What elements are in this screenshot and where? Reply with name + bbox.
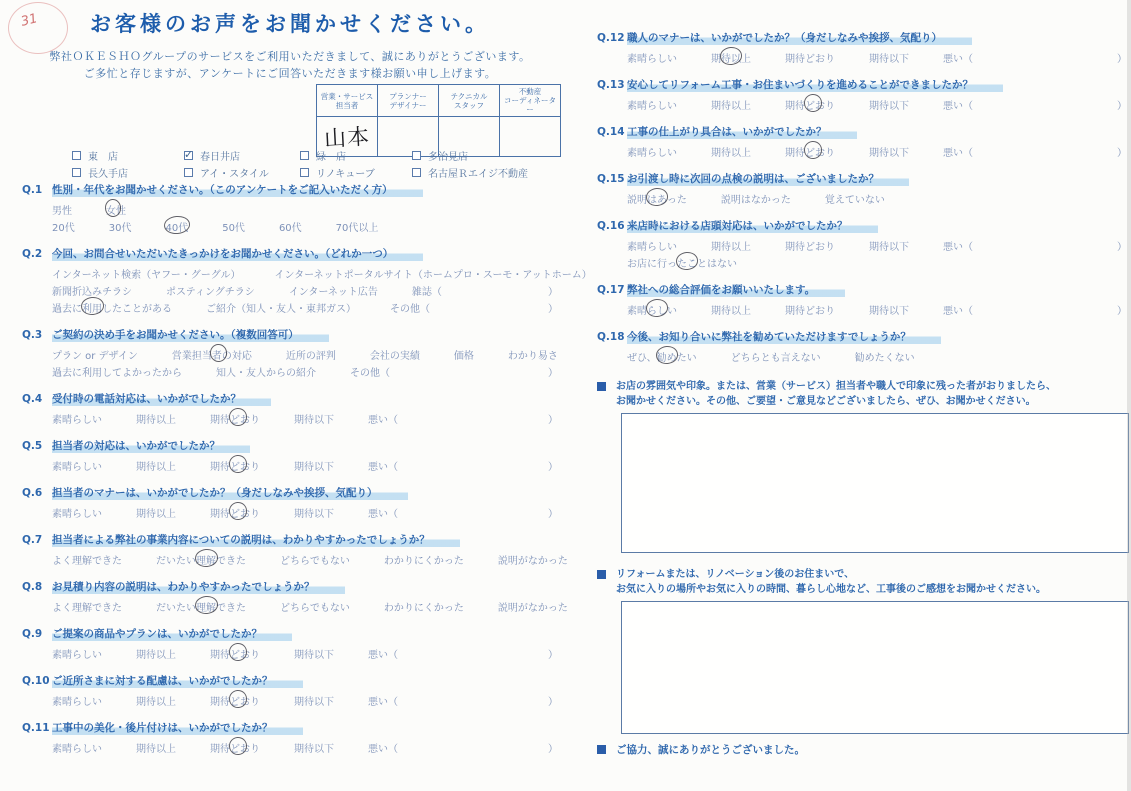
question-q15 xyxy=(597,171,1131,207)
comment-writein-box[interactable] xyxy=(621,413,1129,553)
unchecked-checkbox-icon[interactable] xyxy=(184,168,193,177)
store-option[interactable] xyxy=(300,165,412,180)
answer-options-row xyxy=(52,201,558,218)
answer-option[interactable]: 期待以上 xyxy=(711,101,751,112)
scan-edge-shadow xyxy=(1127,0,1131,791)
blue-square-bullet-icon xyxy=(597,745,606,754)
store-label: リノキューブ xyxy=(316,169,375,180)
answer-option[interactable]: 期待以上 xyxy=(711,50,751,65)
answer-option[interactable]: 30代 xyxy=(108,223,132,234)
unchecked-checkbox-icon[interactable] xyxy=(300,151,309,160)
question-head xyxy=(22,391,562,410)
question-text: 安心してリフォーム工事・お住まいづくりを進めることができましたか？ xyxy=(627,77,1003,92)
answer-option[interactable]: 素晴らしい xyxy=(627,54,677,65)
answer-option[interactable]: 素晴らしい xyxy=(627,101,677,112)
answer-option[interactable]: 説明はあった xyxy=(627,191,687,206)
question-head xyxy=(597,218,1131,237)
intro-line-2: ご多忙と存じますが、アンケートにご回答いただきます様お願い申し上げます。 xyxy=(83,67,497,80)
answer-option[interactable]: 期待どおり xyxy=(785,144,835,159)
answer-option[interactable]: 期待以上 xyxy=(136,509,176,520)
question-head xyxy=(22,485,562,504)
answer-option[interactable]: ） xyxy=(548,744,558,755)
question-head xyxy=(597,30,1131,49)
answer-option[interactable]: だいたい理解できた xyxy=(156,552,246,567)
store-label: アイ・スタイル xyxy=(200,169,269,180)
comment-prompt xyxy=(597,379,1131,409)
store-label: 春日井店 xyxy=(200,152,240,163)
answer-option[interactable]: 期待以上 xyxy=(136,744,176,755)
comment-prompt-text: リフォームまたは、リノベーション後のお住まいで、 お気に入りの場所やお気に入りの時間、暮らし心地など、工事後のご感想をお聞かせください。 xyxy=(616,569,1046,595)
unchecked-checkbox-icon[interactable] xyxy=(72,151,81,160)
answer-option[interactable]: 近所の評判 xyxy=(285,351,336,362)
answer-options-row xyxy=(627,237,1127,254)
pen-circle-mark xyxy=(194,595,218,614)
question-number: Q.7 xyxy=(22,534,43,546)
answer-option[interactable]: 期待以下 xyxy=(294,650,334,661)
checked-checkbox-icon[interactable] xyxy=(184,151,193,160)
answer-options-row xyxy=(627,190,1127,207)
answer-option[interactable]: 期待どおり xyxy=(210,693,260,708)
answer-option[interactable]: 悪い（ xyxy=(368,509,398,520)
answer-option[interactable]: ） xyxy=(1117,101,1127,112)
answer-option[interactable]: ） xyxy=(548,650,558,661)
question-q16 xyxy=(597,218,1131,271)
question-q2 xyxy=(22,246,592,316)
answer-option[interactable]: ） xyxy=(1117,306,1127,317)
answer-option[interactable]: ） xyxy=(548,287,558,298)
question-text: 担当者による弊社の事業内容についての説明は、わかりやすかったでしょうか？ xyxy=(52,532,460,547)
answer-option[interactable]: 覚えていない xyxy=(824,195,885,206)
question-number: Q.14 xyxy=(597,126,625,138)
answer-option[interactable]: 期待以下 xyxy=(294,462,334,473)
answer-option[interactable]: 期待以上 xyxy=(711,148,751,159)
answer-option[interactable]: よく理解できた xyxy=(52,556,122,567)
answer-options-row xyxy=(52,299,558,316)
question-head xyxy=(597,329,1131,348)
answer-option[interactable]: どちらとも言えない xyxy=(730,353,821,364)
question-q12 xyxy=(597,30,1131,66)
unchecked-checkbox-icon[interactable] xyxy=(412,151,421,160)
answer-option[interactable]: 勧めたくない xyxy=(854,353,915,364)
answer-option[interactable]: 価格 xyxy=(453,351,474,362)
answer-option[interactable]: 期待以上 xyxy=(136,650,176,661)
question-text: お引渡し時に次回の点検の説明は、ございましたか？ xyxy=(627,171,909,186)
answer-option[interactable]: その他（ xyxy=(350,368,390,379)
answer-option[interactable]: 悪い（ xyxy=(943,306,973,317)
answer-option[interactable]: 70代以上 xyxy=(335,223,379,234)
answer-option[interactable]: 期待以下 xyxy=(869,101,909,112)
blue-square-bullet-icon xyxy=(597,570,606,579)
question-q6 xyxy=(22,485,562,521)
pen-circle-mark xyxy=(228,501,247,520)
question-number: Q.6 xyxy=(22,487,43,499)
question-number: Q.13 xyxy=(597,79,625,91)
question-text: ご近所さまに対する配慮は、いかがでしたか？ xyxy=(52,673,303,688)
answer-option[interactable]: 悪い（ xyxy=(368,462,398,473)
question-text: 担当者のマナーは、いかがでしたか？（身だしなみや挨拶、気配り） xyxy=(52,485,408,500)
answer-option[interactable]: よく理解できた xyxy=(52,603,122,614)
answer-option[interactable]: インターネット検索（ヤフー・グーグル） xyxy=(52,270,241,281)
staff-column-header: プランナー デザイナー xyxy=(378,85,439,117)
pen-circle-mark xyxy=(228,689,247,708)
question-head xyxy=(597,171,1131,190)
answer-option[interactable]: ぜひ、勧めたい xyxy=(627,349,697,364)
answer-options-row xyxy=(52,645,558,662)
question-head xyxy=(597,77,1131,96)
store-row xyxy=(72,147,528,164)
question-head xyxy=(22,532,562,551)
answer-option[interactable]: 20代 xyxy=(52,223,75,234)
store-option[interactable] xyxy=(72,165,184,180)
intro-line-1: 弊社ＯＫＥＳＨＯグループのサービスをご利用いただきまして、誠にありがとうございます。 xyxy=(49,50,531,63)
answer-options-row xyxy=(52,410,558,427)
answer-option[interactable]: 女性 xyxy=(106,202,126,217)
answer-option[interactable]: 期待以下 xyxy=(294,509,334,520)
answer-option[interactable]: わかりにくかった xyxy=(383,556,464,567)
store-label: 多治見店 xyxy=(428,152,468,163)
question-head xyxy=(22,327,562,346)
answer-option[interactable]: ） xyxy=(548,415,558,426)
question-q8 xyxy=(22,579,568,615)
answer-options-row xyxy=(52,218,558,235)
answer-option[interactable]: 期待以下 xyxy=(869,306,909,317)
answer-option[interactable]: 新聞折込みチラシ xyxy=(52,287,132,298)
answer-option[interactable]: 悪い（ xyxy=(943,101,973,112)
staff-column-header: 不動産 コーディネーター xyxy=(500,85,561,117)
store-option[interactable] xyxy=(300,148,412,163)
question-q14 xyxy=(597,124,1131,160)
answer-option[interactable]: 期待以上 xyxy=(136,415,176,426)
answer-option[interactable]: 期待以上 xyxy=(711,242,751,253)
pen-circle-mark xyxy=(675,251,698,270)
thank-you-footer xyxy=(597,742,1131,757)
question-head xyxy=(22,673,562,692)
store-row xyxy=(72,164,528,181)
answer-option[interactable]: 期待以下 xyxy=(294,697,334,708)
answer-option[interactable]: 60代 xyxy=(278,223,302,234)
answer-option[interactable]: プラン or デザイン xyxy=(52,351,138,362)
store-option[interactable] xyxy=(72,148,184,163)
answer-option[interactable]: 期待以下 xyxy=(294,744,334,755)
answer-options-row xyxy=(627,301,1127,318)
answer-option[interactable]: 期待以上 xyxy=(136,462,176,473)
question-number: Q.18 xyxy=(597,331,625,343)
answer-option[interactable]: 期待以下 xyxy=(869,54,909,65)
answer-options-row xyxy=(627,143,1127,160)
answer-option[interactable]: 期待どおり xyxy=(785,97,835,112)
question-text: 今回、お問合せいただいたきっかけをお聞かせください。（どれか一つ） xyxy=(52,246,423,261)
answer-option[interactable]: 素晴らしい xyxy=(52,697,102,708)
answer-option[interactable]: 素晴らしい xyxy=(52,415,102,426)
answer-options-row xyxy=(52,457,558,474)
pen-circle-mark xyxy=(80,296,104,315)
answer-option[interactable]: 期待どおり xyxy=(210,411,260,426)
question-number: Q.3 xyxy=(22,329,43,341)
answer-options-row xyxy=(52,739,558,756)
handwritten-staff-name: 山本 xyxy=(323,124,371,153)
answer-option[interactable]: 素晴らしい xyxy=(627,302,677,317)
staff-column-header: 営業・サービス 担当者 xyxy=(317,85,378,117)
answer-option[interactable]: 過去に利用したことがある xyxy=(52,300,172,315)
stamp-number: 31 xyxy=(19,11,40,30)
question-number: Q.5 xyxy=(22,440,43,452)
unchecked-checkbox-icon[interactable] xyxy=(412,168,421,177)
pen-circle-mark xyxy=(210,343,228,362)
question-q13 xyxy=(597,77,1131,113)
answer-options-row xyxy=(52,692,558,709)
answer-option[interactable]: インターネットポータルサイト（ホームプロ・スーモ・アットホーム） xyxy=(274,270,592,281)
question-text: 性別・年代をお聞かせください。（このアンケートをご記入いただく方） xyxy=(52,182,423,197)
blue-square-bullet-icon xyxy=(597,382,606,391)
question-text: ご契約の決め手をお聞かせください。（複数回答可） xyxy=(52,327,329,342)
question-q18 xyxy=(597,329,1131,365)
answer-option[interactable]: その他（ xyxy=(390,304,430,315)
question-number: Q.2 xyxy=(22,248,43,260)
question-q11 xyxy=(22,720,562,756)
answer-options-row xyxy=(627,254,1127,271)
answer-option[interactable]: 期待どおり xyxy=(785,54,835,65)
answer-option[interactable]: 期待以下 xyxy=(869,242,909,253)
answer-option[interactable]: インターネット広告 xyxy=(288,287,378,298)
answer-option[interactable]: 期待どおり xyxy=(210,505,260,520)
pen-circle-mark xyxy=(228,642,247,661)
question-q3 xyxy=(22,327,562,380)
question-head xyxy=(22,246,562,265)
question-text: 工事の仕上がり具合は、いかがでしたか？ xyxy=(627,124,857,139)
question-q4 xyxy=(22,391,562,427)
question-text: お見積り内容の説明は、わかりやすかったでしょうか？ xyxy=(52,579,345,594)
store-option[interactable] xyxy=(412,148,468,163)
answer-option[interactable]: 期待どおり xyxy=(785,242,835,253)
comment-prompt xyxy=(597,567,1131,597)
answer-option[interactable]: 過去に利用してよかったから xyxy=(52,368,182,379)
answer-option[interactable]: どちらでもない xyxy=(280,556,350,567)
answer-option[interactable]: ポスティングチラシ xyxy=(166,287,255,298)
answer-option[interactable]: 雑誌（ xyxy=(411,287,442,298)
pen-circle-mark xyxy=(194,548,218,567)
question-q9 xyxy=(22,626,562,662)
answer-option[interactable]: ） xyxy=(548,509,558,520)
answer-option[interactable]: 素晴らしい xyxy=(627,242,677,253)
answer-option[interactable]: 期待以上 xyxy=(136,697,176,708)
intro-text xyxy=(40,48,540,82)
pen-circle-mark xyxy=(655,345,678,364)
answer-option[interactable]: 素晴らしい xyxy=(52,744,102,755)
question-head xyxy=(22,182,562,201)
answer-option[interactable]: 男性 xyxy=(52,206,72,217)
answer-options-row xyxy=(52,363,558,380)
unchecked-checkbox-icon[interactable] xyxy=(72,168,81,177)
answer-option[interactable]: ） xyxy=(548,462,558,473)
store-label: 長久手店 xyxy=(88,169,128,180)
question-q17 xyxy=(597,282,1131,318)
question-head xyxy=(597,282,1131,301)
question-q5 xyxy=(22,438,562,474)
answer-options-row xyxy=(627,96,1127,113)
answer-options-row xyxy=(627,49,1127,66)
question-number: Q.10 xyxy=(22,675,50,687)
answer-option[interactable]: 期待どおり xyxy=(210,646,260,661)
answer-option[interactable]: 期待以下 xyxy=(294,415,334,426)
answer-option[interactable]: 期待どおり xyxy=(785,306,835,317)
question-number: Q.16 xyxy=(597,220,625,232)
answer-options-row xyxy=(627,348,1127,365)
answer-option[interactable]: ） xyxy=(548,304,558,315)
answer-option[interactable]: ） xyxy=(1117,54,1127,65)
answer-options-row xyxy=(52,504,558,521)
form-header xyxy=(40,8,540,82)
answer-option[interactable]: 営業担当者の対応 xyxy=(172,347,252,362)
pen-circle-mark xyxy=(228,407,247,426)
question-q10 xyxy=(22,673,562,709)
answer-option[interactable]: 期待どおり xyxy=(210,458,260,473)
pen-circle-mark xyxy=(645,187,668,206)
store-option[interactable] xyxy=(184,148,300,163)
answer-option[interactable]: 悪い（ xyxy=(943,54,973,65)
question-head xyxy=(22,720,562,739)
answer-options-row xyxy=(52,346,558,363)
answer-option[interactable]: わかり易さ xyxy=(507,351,558,362)
pen-circle-mark xyxy=(803,93,822,112)
answer-option[interactable]: 期待どおり xyxy=(210,740,260,755)
answer-option[interactable]: 期待以上 xyxy=(711,306,751,317)
answer-option[interactable]: 悪い（ xyxy=(368,744,398,755)
page-title: お客様のお声をお聞かせください。 xyxy=(90,12,490,36)
question-text: 担当者の対応は、いかがでしたか？ xyxy=(52,438,250,453)
answer-option[interactable]: 素晴らしい xyxy=(627,148,677,159)
pen-circle-mark xyxy=(645,298,668,317)
answer-option[interactable]: だいたい理解できた xyxy=(156,599,246,614)
question-number: Q.17 xyxy=(597,284,625,296)
answer-option[interactable]: 素晴らしい xyxy=(52,509,102,520)
question-head xyxy=(22,438,562,457)
pen-circle-mark xyxy=(228,736,247,755)
store-label: 東 店 xyxy=(88,152,118,163)
answer-options-row xyxy=(52,598,568,615)
comment-writein-box[interactable] xyxy=(621,601,1129,734)
answer-option[interactable]: 会社の実績 xyxy=(369,351,420,362)
pen-circle-mark xyxy=(104,198,121,217)
store-label: 緑 店 xyxy=(316,152,346,163)
comment-prompt-text: お店の雰囲気や印象。または、営業（サービス）担当者や職人で印象に残った者がおりましたら、 お聞かせください。その他、ご要望・ご意見などございましたら、ぜひ、お聞かせください。 xyxy=(616,381,1056,407)
answer-option[interactable]: 悪い（ xyxy=(368,697,398,708)
question-text: 弊社への総合評価をお願いいたします。 xyxy=(627,282,845,297)
staff-column-header: テクニカル スタッフ xyxy=(439,85,500,117)
answer-option[interactable]: ） xyxy=(1117,242,1127,253)
answer-options-row xyxy=(52,551,568,568)
unchecked-checkbox-icon[interactable] xyxy=(300,168,309,177)
question-number: Q.9 xyxy=(22,628,43,640)
comment-section-1 xyxy=(597,379,1131,553)
answer-option[interactable]: 50代 xyxy=(222,223,245,234)
questions-column-left xyxy=(22,182,592,767)
answer-option[interactable]: 40代 xyxy=(165,219,188,234)
answer-option[interactable]: どちらでもない xyxy=(280,603,350,614)
question-q7 xyxy=(22,532,568,568)
question-number: Q.11 xyxy=(22,722,50,734)
answer-option[interactable]: ） xyxy=(548,697,558,708)
answer-option[interactable]: 悪い（ xyxy=(368,415,398,426)
question-head xyxy=(22,626,562,645)
question-head xyxy=(22,579,562,598)
pen-circle-mark xyxy=(228,454,247,473)
answer-option[interactable]: 悪い（ xyxy=(368,650,398,661)
store-option[interactable] xyxy=(412,165,528,180)
question-q1 xyxy=(22,182,562,235)
pen-circle-mark xyxy=(719,46,742,65)
question-number: Q.1 xyxy=(22,184,43,196)
store-option[interactable] xyxy=(184,165,300,180)
answer-option[interactable]: 説明はなかった xyxy=(720,195,791,206)
thank-you-text: ご協力、誠にありがとうございました。 xyxy=(616,744,805,756)
question-text: 工事中の美化・後片付けは、いかがでしたか？ xyxy=(52,720,303,735)
pen-circle-mark xyxy=(803,140,822,159)
answer-option[interactable]: わかりにくかった xyxy=(383,603,464,614)
answer-option[interactable]: 悪い（ xyxy=(943,242,973,253)
question-text: 来店時における店頭対応は、いかがでしたか？ xyxy=(627,218,878,233)
answer-options-row xyxy=(52,265,592,282)
pen-circle-mark xyxy=(163,215,190,235)
answer-option[interactable]: 説明がなかった xyxy=(497,556,568,567)
question-number: Q.4 xyxy=(22,393,43,405)
answer-option[interactable]: お店に行ったことはない xyxy=(627,255,737,270)
questions-column-right xyxy=(597,30,1131,757)
store-label: 名古屋Ｒエイジ不動産 xyxy=(428,169,528,180)
question-text: 職人のマナーは、いかがでしたか？（身だしなみや挨拶、気配り） xyxy=(627,30,972,45)
comment-section-2 xyxy=(597,567,1131,734)
question-text: 今後、お知り合いに弊社を勧めていただけますでしょうか？ xyxy=(627,329,941,344)
answer-options-row xyxy=(52,282,558,299)
question-number: Q.8 xyxy=(22,581,43,593)
answer-option[interactable]: 知人・友人からの紹介 xyxy=(216,368,316,379)
store-checkboxes xyxy=(72,147,528,181)
answer-option[interactable]: 説明がなかった xyxy=(497,603,568,614)
answer-option[interactable]: 素晴らしい xyxy=(52,650,102,661)
answer-option[interactable]: 素晴らしい xyxy=(52,462,102,473)
question-text: 受付時の電話対応は、いかがでしたか？ xyxy=(52,391,271,406)
answer-option[interactable]: ご紹介（知人・友人・東邦ガス） xyxy=(206,304,356,315)
question-head xyxy=(597,124,1131,143)
question-text: ご提案の商品やプランは、いかがでしたか？ xyxy=(52,626,292,641)
answer-option[interactable]: ） xyxy=(548,368,558,379)
question-number: Q.12 xyxy=(597,32,625,44)
answer-option[interactable]: 期待以下 xyxy=(869,148,909,159)
question-number: Q.15 xyxy=(597,173,625,185)
answer-option[interactable]: ） xyxy=(1117,148,1127,159)
answer-option[interactable]: 悪い（ xyxy=(943,148,973,159)
